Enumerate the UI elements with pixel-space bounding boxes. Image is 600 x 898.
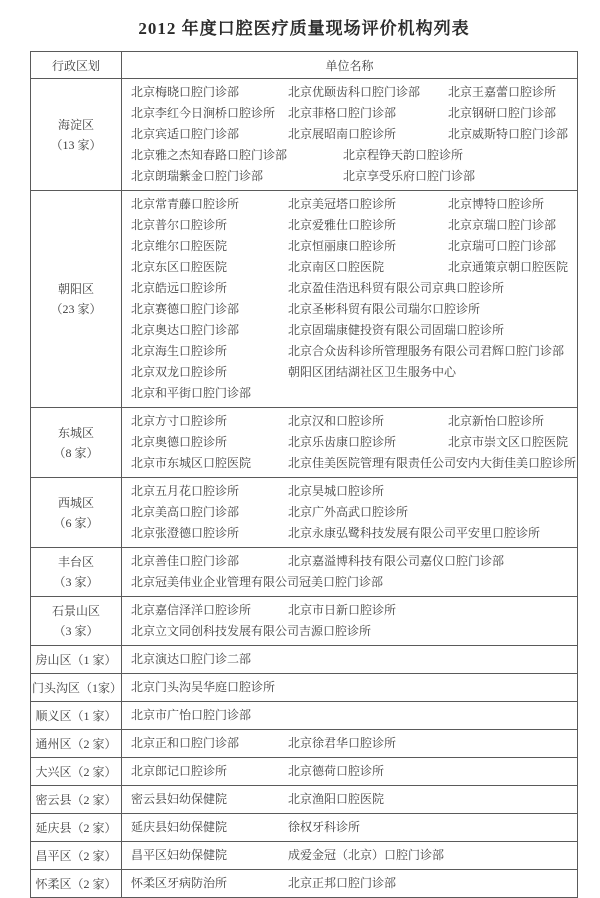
district-label: 通州区（2 家） [35, 736, 117, 751]
unit-name: 北京德荷口腔诊所 [288, 764, 385, 778]
unit-name: 北京东区口腔医院 [131, 260, 228, 274]
district-label: （23 家） [50, 302, 102, 316]
district-label: 朝阳区 [57, 282, 94, 296]
unit-name: 北京美高口腔门诊部 [131, 505, 240, 519]
district-label: 顺义区（1 家） [35, 708, 117, 723]
unit-names-cell [122, 702, 578, 730]
unit-line [131, 194, 573, 215]
unit-name: 昌平区妇幼保健院 [131, 848, 228, 862]
table-row [31, 191, 578, 408]
district-label: （3 家） [53, 624, 99, 638]
unit-name: 北京演达口腔门诊二部 [131, 652, 252, 666]
unit-names-cell [122, 674, 578, 702]
unit-line [131, 257, 573, 278]
district-label: 房山区（1 家） [35, 652, 117, 667]
unit-name: 北京展昭南口腔诊所 [288, 127, 397, 141]
district-cell [31, 478, 122, 548]
unit-name: 北京京瑞口腔门诊部 [448, 218, 557, 232]
unit-name: 北京方寸口腔诊所 [131, 414, 228, 428]
district-label: 密云县（2 家） [35, 792, 117, 807]
unit-name: 北京程铮天韵口腔诊所 [343, 148, 464, 162]
table-body [31, 79, 578, 898]
unit-name: 怀柔区牙病防治所 [131, 876, 228, 890]
column-header-district: 行政区划 [31, 52, 122, 79]
unit-line [131, 320, 573, 341]
district-cell [31, 191, 122, 408]
district-label: 昌平区（2 家） [35, 848, 117, 863]
unit-line [131, 145, 573, 166]
unit-name: 北京南区口腔医院 [288, 260, 385, 274]
unit-name: 北京瑞可口腔门诊部 [448, 239, 557, 253]
unit-line [131, 845, 573, 866]
district-label: （13 家） [50, 137, 102, 152]
unit-name: 北京张澄德口腔诊所 [131, 526, 240, 540]
unit-name: 成爱金冠（北京）口腔门诊部 [288, 848, 445, 862]
unit-line [131, 761, 573, 782]
district-label: （8 家） [53, 445, 99, 460]
district-label: 门头沟区（1家） [32, 680, 123, 695]
unit-name: 北京佳美医院管理有限责任公司安内大街佳美口腔诊所 [288, 456, 577, 470]
unit-names-cell [122, 814, 578, 842]
unit-name: 徐权牙科诊所 [288, 820, 361, 834]
unit-name: 北京徐君华口腔诊所 [288, 736, 397, 750]
table-row [31, 548, 578, 597]
unit-names-cell [122, 842, 578, 870]
unit-line [131, 341, 573, 362]
district-label: 石景山区 [51, 604, 100, 618]
district-cell [31, 597, 122, 646]
unit-name: 北京优颐齿科口腔门诊部 [288, 85, 421, 99]
unit-names-cell [122, 408, 578, 478]
unit-name: 北京海生口腔诊所 [131, 344, 228, 358]
table-row [31, 646, 578, 674]
unit-line [131, 383, 573, 404]
district-label: 西城区 [57, 495, 94, 510]
unit-name: 北京享受乐府口腔门诊部 [343, 169, 476, 183]
table-header [31, 52, 578, 79]
unit-name: 北京双龙口腔诊所 [131, 365, 228, 379]
unit-name: 北京维尔口腔医院 [131, 239, 228, 253]
unit-name: 北京和平街口腔门诊部 [131, 386, 252, 400]
unit-name: 北京渔阳口腔医院 [288, 792, 385, 806]
unit-name: 北京五月花口腔诊所 [131, 484, 240, 498]
unit-line [131, 299, 573, 320]
unit-name: 北京嘉溢博科技有限公司嘉仪口腔门诊部 [288, 554, 505, 568]
column-header-unit-name: 单位名称 [122, 52, 578, 79]
unit-line [131, 572, 573, 593]
unit-name: 北京恒丽康口腔诊所 [288, 239, 397, 253]
unit-name: 北京李红今日涧桥口腔诊所 [131, 106, 276, 120]
unit-name: 北京汉和口腔诊所 [288, 414, 385, 428]
unit-name: 北京朗瑞紫金口腔门诊部 [131, 169, 264, 183]
district-cell [31, 548, 122, 597]
table-row [31, 408, 578, 478]
table-row [31, 814, 578, 842]
unit-name: 密云县妇幼保健院 [131, 792, 228, 806]
unit-line [131, 453, 577, 474]
table-row [31, 730, 578, 758]
unit-name: 北京爱雅仕口腔诊所 [288, 218, 397, 232]
unit-name: 北京立文同创科技发展有限公司吉源口腔诊所 [131, 624, 372, 638]
table-row [31, 786, 578, 814]
unit-name: 北京皓远口腔诊所 [131, 281, 228, 295]
unit-name: 延庆县妇幼保健院 [131, 820, 228, 834]
unit-line [131, 789, 573, 810]
unit-line [131, 873, 573, 894]
header-row [31, 52, 578, 79]
unit-name: 北京梅晓口腔门诊部 [131, 85, 240, 99]
unit-name: 北京永康弘鹭科技发展有限公司平安里口腔诊所 [288, 526, 541, 540]
district-cell [31, 758, 122, 786]
district-cell [31, 702, 122, 730]
unit-name: 北京威斯特口腔门诊部 [448, 127, 569, 141]
unit-name: 北京合众齿科诊所管理服务有限公司君辉口腔门诊部 [288, 344, 565, 358]
table-row [31, 758, 578, 786]
unit-line [131, 166, 573, 187]
unit-name: 北京奥达口腔门诊部 [131, 323, 240, 337]
unit-name: 北京雅之杰知春路口腔门诊部 [131, 148, 288, 162]
unit-name: 北京市崇文区口腔医院 [448, 435, 569, 449]
unit-name: 北京市东城区口腔医院 [131, 456, 252, 470]
district-cell [31, 814, 122, 842]
page-title: 2012 年度口腔医疗质量现场评价机构列表 [138, 19, 470, 38]
unit-line [131, 215, 573, 236]
table-row [31, 478, 578, 548]
unit-names-cell [122, 478, 578, 548]
unit-line [131, 551, 573, 572]
unit-line [131, 278, 573, 299]
unit-line [131, 481, 573, 502]
unit-line [131, 600, 573, 621]
institutions-table [30, 51, 578, 898]
unit-name: 北京奥德口腔诊所 [131, 435, 228, 449]
unit-line [131, 523, 573, 544]
unit-name: 北京常青藤口腔诊所 [131, 197, 240, 211]
unit-name: 北京昊城口腔诊所 [288, 484, 385, 498]
unit-name: 北京盈佳浩迅科贸有限公司京典口腔诊所 [288, 281, 505, 295]
unit-names-cell [122, 730, 578, 758]
district-label: 丰台区 [57, 555, 94, 569]
unit-names-cell [122, 646, 578, 674]
unit-names-cell [122, 548, 578, 597]
unit-name: 北京善佳口腔门诊部 [131, 554, 240, 568]
district-cell [31, 786, 122, 814]
unit-name: 北京普尔口腔诊所 [131, 218, 228, 232]
unit-line [131, 124, 573, 145]
unit-name: 北京市日新口腔诊所 [288, 603, 397, 617]
district-cell [31, 730, 122, 758]
unit-name: 北京市广怡口腔门诊部 [131, 708, 252, 722]
district-label: 延庆县（2 家） [35, 820, 117, 835]
unit-name: 北京固瑞康健投资有限公司固瑞口腔诊所 [288, 323, 505, 337]
district-label: 海淀区 [57, 117, 94, 132]
unit-line [131, 621, 573, 642]
unit-line [131, 432, 573, 453]
table-row [31, 674, 578, 702]
unit-names-cell [122, 79, 578, 191]
district-label: 怀柔区（2 家） [35, 876, 117, 891]
unit-line [131, 82, 573, 103]
district-label: 东城区 [57, 425, 94, 440]
district-cell [31, 79, 122, 191]
district-cell [31, 646, 122, 674]
table-row [31, 702, 578, 730]
unit-name: 北京郎记口腔诊所 [131, 764, 228, 778]
unit-name: 北京钢研口腔门诊部 [448, 106, 557, 120]
unit-names-cell [122, 786, 578, 814]
unit-name: 北京王嘉蕾口腔诊所 [448, 85, 557, 99]
unit-names-cell [122, 191, 578, 408]
unit-name: 北京乐齿康口腔诊所 [288, 435, 397, 449]
unit-line [131, 705, 573, 726]
unit-name: 北京菲格口腔门诊部 [288, 106, 397, 120]
unit-name: 北京门头沟吴华庭口腔诊所 [131, 680, 276, 694]
unit-name: 北京嘉信泽洋口腔诊所 [131, 603, 252, 617]
table-row [31, 842, 578, 870]
unit-line [131, 817, 573, 838]
unit-name: 北京广外高武口腔诊所 [288, 505, 409, 519]
unit-names-cell [122, 597, 578, 646]
unit-line [131, 362, 573, 383]
district-label: （6 家） [53, 515, 99, 530]
unit-line [131, 649, 573, 670]
unit-line [131, 502, 573, 523]
unit-name: 北京博特口腔诊所 [448, 197, 545, 211]
unit-name: 北京圣彬科贸有限公司瑞尔口腔诊所 [288, 302, 481, 316]
unit-name: 北京冠美伟业企业管理有限公司冠美口腔门诊部 [131, 575, 384, 589]
unit-name: 北京正邦口腔门诊部 [288, 876, 397, 890]
unit-name: 北京新怡口腔诊所 [448, 414, 545, 428]
unit-name: 北京正和口腔门诊部 [131, 736, 240, 750]
unit-name: 北京宾适口腔门诊部 [131, 127, 240, 141]
unit-line [131, 103, 573, 124]
unit-line [131, 733, 573, 754]
unit-name: 北京通策京朝口腔医院 [448, 260, 569, 274]
district-label: 大兴区（2 家） [35, 764, 117, 779]
district-cell [31, 674, 122, 702]
unit-name: 北京赛德口腔门诊部 [131, 302, 240, 316]
unit-name: 朝阳区团结湖社区卫生服务中心 [288, 365, 457, 379]
table-row [31, 597, 578, 646]
unit-line [131, 411, 573, 432]
district-cell [31, 842, 122, 870]
unit-names-cell [122, 758, 578, 786]
table-row [31, 79, 578, 191]
unit-line [131, 236, 573, 257]
district-cell [31, 408, 122, 478]
unit-name: 北京美冠塔口腔诊所 [288, 197, 397, 211]
unit-line [131, 677, 573, 698]
district-label: （3 家） [53, 575, 99, 589]
